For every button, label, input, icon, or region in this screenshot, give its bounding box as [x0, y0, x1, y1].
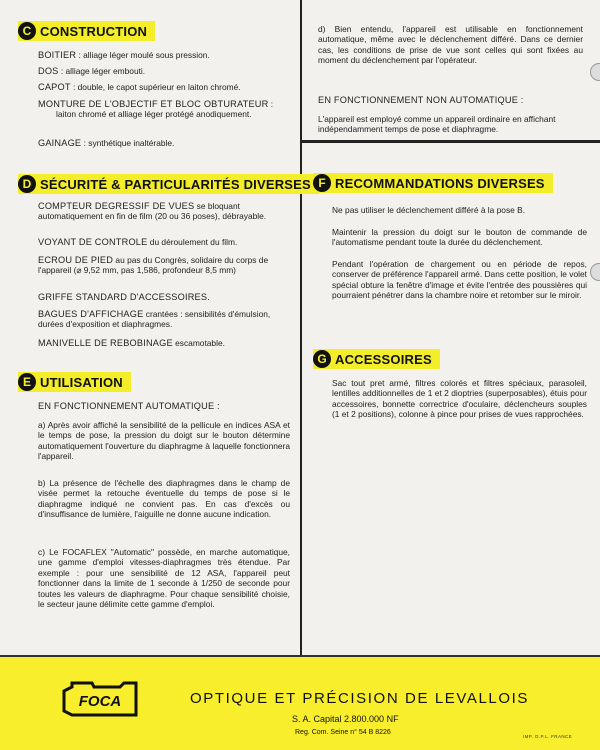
section-title: RECOMMANDATIONS DIVERSES [335, 175, 545, 191]
printer-credit: IMP. O.P.L. FRANCE [523, 734, 573, 739]
section-heading-g [313, 349, 440, 369]
usage-paragraph-d: d) Bien entendu, l'appareil est utilisable en fonctionnement automatique, même avec le déclenchement différé. Dans ce dernier cas, les conditions de prise de vue sont celles qui sont fixées au moment du déclenchement par l'opérateur. [318, 24, 583, 66]
mode-heading: EN FONCTIONNEMENT NON AUTOMATIQUE : [318, 95, 524, 105]
recommendation-paragraph: Maintenir la pression du doigt sur le bouton de commande de l'automatisme pendant toute la durée du déclenchement. [332, 227, 587, 248]
section-letter-badge: G [313, 350, 331, 368]
section-letter-badge: D [18, 175, 36, 193]
footer-band [0, 657, 600, 750]
security-item: MANIVELLE DE REBOBINAGE escamotable. [38, 338, 225, 348]
security-item: BAGUES D'AFFICHAGE crantées : sensibilités d'émulsion, durées d'exposition et diaphragmes. [38, 309, 271, 330]
company-capital: S. A. Capital 2.800.000 NF [292, 714, 399, 724]
security-item: VOYANT DE CONTROLE du déroulement du film. [38, 237, 238, 247]
right-top-divider [302, 140, 600, 143]
section-heading-c [18, 21, 155, 41]
security-item: ECROU DE PIED au pas du Congrès, solidaire du corps de l'appareil (⌀ 9,52 mm, pas 1,586, profondeur 8,5 mm) [38, 255, 269, 276]
usage-paragraph-c: c) Le FOCAFLEX "Automatic" possède, en marche automatique, une gamme d'emploi vitesses-diaphragmes très étendue. Par exemple : pour une sensibilité de 12 ASA, l'appareil peut fonctionner dans la limite de 1 seconde à 1/250 de seconde pour toutes les valeurs de diaphragme. Pour chaque sensibilité choisie, le secteur jaune délimite cette gamme d'emploi. [38, 547, 290, 610]
section-heading-d [18, 174, 319, 194]
construction-item: CAPOT : double, le capot supérieur en laiton chromé. [38, 82, 241, 92]
section-heading-e [18, 372, 131, 392]
column-divider [300, 0, 302, 655]
punch-hole [590, 263, 600, 281]
registration-number: Reg. Com. Seine n° 54 B 8226 [295, 729, 391, 736]
construction-item: DOS : alliage léger embouti. [38, 66, 146, 76]
security-item: COMPTEUR DEGRESSIF DE VUES se bloquant automatiquement en fin de film (20 ou 36 poses), débrayable. [38, 201, 267, 222]
section-title: SÉCURITÉ & PARTICULARITÉS DIVERSES [40, 176, 311, 192]
security-item: GRIFFE STANDARD D'ACCESSOIRES. [38, 292, 210, 302]
section-heading-f [313, 173, 553, 193]
section-letter-badge: E [18, 373, 36, 391]
section-letter-badge: C [18, 22, 36, 40]
usage-paragraph-a: a) Après avoir affiché la sensibilité de la pellicule en indices ASA et le temps de pose, la pression du doigt sur le bouton détermine automatiquement l'ouverture du diaphragme à laquelle fonctionnera l'appareil. [38, 420, 290, 462]
brand-name: OPTIQUE ET PRÉCISION DE LEVALLOIS [190, 690, 529, 707]
punch-hole [590, 63, 600, 81]
usage-paragraph-b: b) La présence de l'échelle des diaphragmes dans le champ de visée permet la retouche éventuelle du temps de pose si le diaphragme indiqué ne convient pas. En cas d'excès ou d'insuffisance de lumière, l'aiguille ne donne aucune indication. [38, 478, 290, 520]
section-title: UTILISATION [40, 374, 123, 390]
recommendation-paragraph: Ne pas utiliser le déclenchement différé à la pose B. [332, 205, 526, 215]
section-title: CONSTRUCTION [40, 23, 148, 39]
recommendation-paragraph: Pendant l'opération de chargement ou en période de repos, conserver de préférence l'appareil armé. Dans cette position, le volet spécial obture la fenêtre d'image et évite l'entrée des poussières qui pourraient pénétrer dans la chambre noire et retomber sur le miroir. [332, 259, 587, 301]
mode-heading: EN FONCTIONNEMENT AUTOMATIQUE : [38, 401, 220, 411]
construction-item: MONTURE DE L'OBJECTIF ET BLOC OBTURATEUR : laiton chromé et alliage léger protégé anodiquement. [38, 99, 274, 120]
svg-text:FOCA: FOCA [78, 693, 122, 710]
accessories-paragraph: Sac tout pret armé, filtres colorés et filtres spéciaux, parasoleil, lentilles additionnelles de 1 et 2 dioptries (superposables), étuis pour accessoires, bonnette correctrice d'oculaire, déclencheurs souples (1 et 2 positions), colonne à pince pour prises de vues rapprochées. [332, 378, 587, 420]
non-auto-paragraph: L'appareil est employé comme un appareil ordinaire en affichant indépendamment temps de pose et diaphragme. [318, 114, 556, 135]
foca-logo [58, 675, 142, 727]
construction-item: GAINAGE : synthétique inaltérable. [38, 138, 175, 148]
construction-item: BOITIER : alliage léger moulé sous pression. [38, 50, 210, 60]
section-title: ACCESSOIRES [335, 351, 432, 367]
section-letter-badge: F [313, 174, 331, 192]
